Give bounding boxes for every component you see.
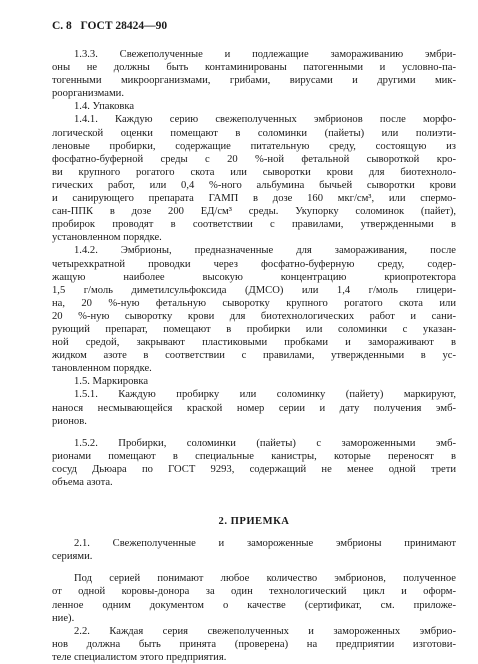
- text-line: гических работ, или 0,4 %-ного альбумина бычьей сыворотки крови: [52, 179, 456, 191]
- text-line: 1.4.1. Каждую серию свежеполученных эмбрионов после морфо-: [74, 114, 456, 126]
- section-heading-acceptance: 2. ПРИЕМКА: [218, 516, 290, 528]
- text-line: сосуд Дьюара по ГОСТ 9293, содержащий не менее одной трети: [52, 463, 456, 475]
- text-line: роорганизмами.: [52, 88, 124, 100]
- text-line: ви крупного рогатого скота или сыворотки крови для биотехноло-: [52, 166, 456, 178]
- text-line: 1.5.1. Каждую пробирку или соломинку (пайету) маркируют,: [74, 389, 456, 401]
- subheading-marking: 1.5. Маркировка: [74, 376, 149, 388]
- paragraph-1-5-1: [52, 388, 456, 427]
- text-line: теле специалистом этого предприятия.: [52, 651, 227, 663]
- spacer: [52, 489, 456, 515]
- text-line: нанося несмывающейся краской номер серии и дату получения эмб-: [52, 402, 456, 414]
- text-line: жащую наиболее высокую концентрацию криопротектора: [52, 271, 456, 283]
- text-line: от одной коровы-донора за один технологический цикл и оформ-: [52, 586, 456, 598]
- spacer: [52, 428, 456, 437]
- text-line: 1.3.3. Свежеполученные и подлежащие замораживанию эмбри-: [74, 49, 456, 60]
- text-line: сериями.: [52, 551, 93, 563]
- paragraph-1-4-1: [52, 113, 456, 244]
- text-line: жидком азоте в соответствии с правилами, утвержденными в ус-: [52, 350, 456, 362]
- text-line: пробирок проводят в соответствии с правилами, утвержденными в: [52, 219, 456, 231]
- text-line: нов должна быть принята (проверена) на предприятии изготови-: [52, 638, 456, 650]
- text-line: 20 %-ную сыворотку крови для биотехнологических работ и сани-: [52, 310, 456, 322]
- text-line: фосфатно-буферной среды с 20 %-ной фетальной сывороткой кро-: [52, 153, 456, 165]
- paragraph-1-4-2: [52, 244, 456, 375]
- text-line: Под серией понимают любое количество эмбрионов, полученное: [74, 573, 456, 585]
- text-line: четырехкратной проводки через фосфатно-буферную среду, содер-: [52, 258, 456, 270]
- paragraph-2-1: [52, 537, 456, 563]
- text-line: на, 20 %-ную фетальную сыворотку крупного рогатого скота или: [52, 297, 456, 309]
- text-line: объема азота.: [52, 477, 113, 488]
- text-line: 2.2. Каждая серия свежеполученных и замороженных эмбрио-: [74, 625, 456, 637]
- text-line: 1.4.2. Эмбрионы, предназначенные для замораживания, после: [74, 245, 456, 257]
- page-number: С. 8: [52, 20, 72, 32]
- text-line: сан-ППК в дозе 200 ЕД/см³ среды. Укупорку соломинок (пайет),: [52, 206, 456, 218]
- paragraph-2-2: [52, 625, 456, 664]
- text-line: рионов.: [52, 415, 87, 427]
- text-line: и санирующего препарата ГАМП в дозе 160 мкг/см³, или спермо-: [52, 193, 456, 205]
- text-line: установленном порядке.: [52, 232, 162, 244]
- paragraph-series-definition: [52, 572, 456, 624]
- spacer: [52, 563, 456, 572]
- text-line: ной средой, закрывают пластиковыми пробками и замораживают в: [52, 337, 456, 349]
- text-line: леновые пробирки, содержащие питательную среду, состоящую из: [52, 140, 456, 152]
- paragraph-1-5-2: [52, 437, 456, 489]
- standard-code: ГОСТ 28424—90: [80, 20, 168, 32]
- text-line: тогенными микроорганизмами, грибами, вирусами и другими мик-: [52, 75, 456, 87]
- text-line: оны не должны быть контаминированы патогенными и условно-па-: [52, 62, 456, 74]
- spacer: [52, 528, 456, 537]
- text-line: ленное одним документом о качестве (сертификат, см. приложе-: [52, 599, 456, 611]
- page-header: [52, 20, 167, 32]
- text-line: 2.1. Свежеполученные и замороженные эмбрионы принимают: [74, 538, 456, 550]
- text-line: рионами помещают в специальные канистры, которые переносят в: [52, 450, 456, 462]
- text-line: рующий препарат, помещают в пробирки или соломинки с указан-: [52, 323, 456, 335]
- text-line: логической оценки помещают в соломинки (пайеты) или полиэти-: [52, 127, 456, 139]
- text-line: ние).: [52, 612, 75, 624]
- document-body: [52, 48, 456, 664]
- text-line: 1,5 г/моль диметилсульфоксида (ДМСО) или 1,4 г/моль глицери-: [52, 284, 456, 296]
- subheading-packaging: 1.4. Упаковка: [74, 101, 135, 113]
- text-line: 1.5.2. Пробирки, соломинки (пайеты) с замороженными эмб-: [74, 437, 456, 449]
- paragraph-1-3-3: [52, 48, 456, 100]
- text-line: тановленном порядке.: [52, 363, 152, 375]
